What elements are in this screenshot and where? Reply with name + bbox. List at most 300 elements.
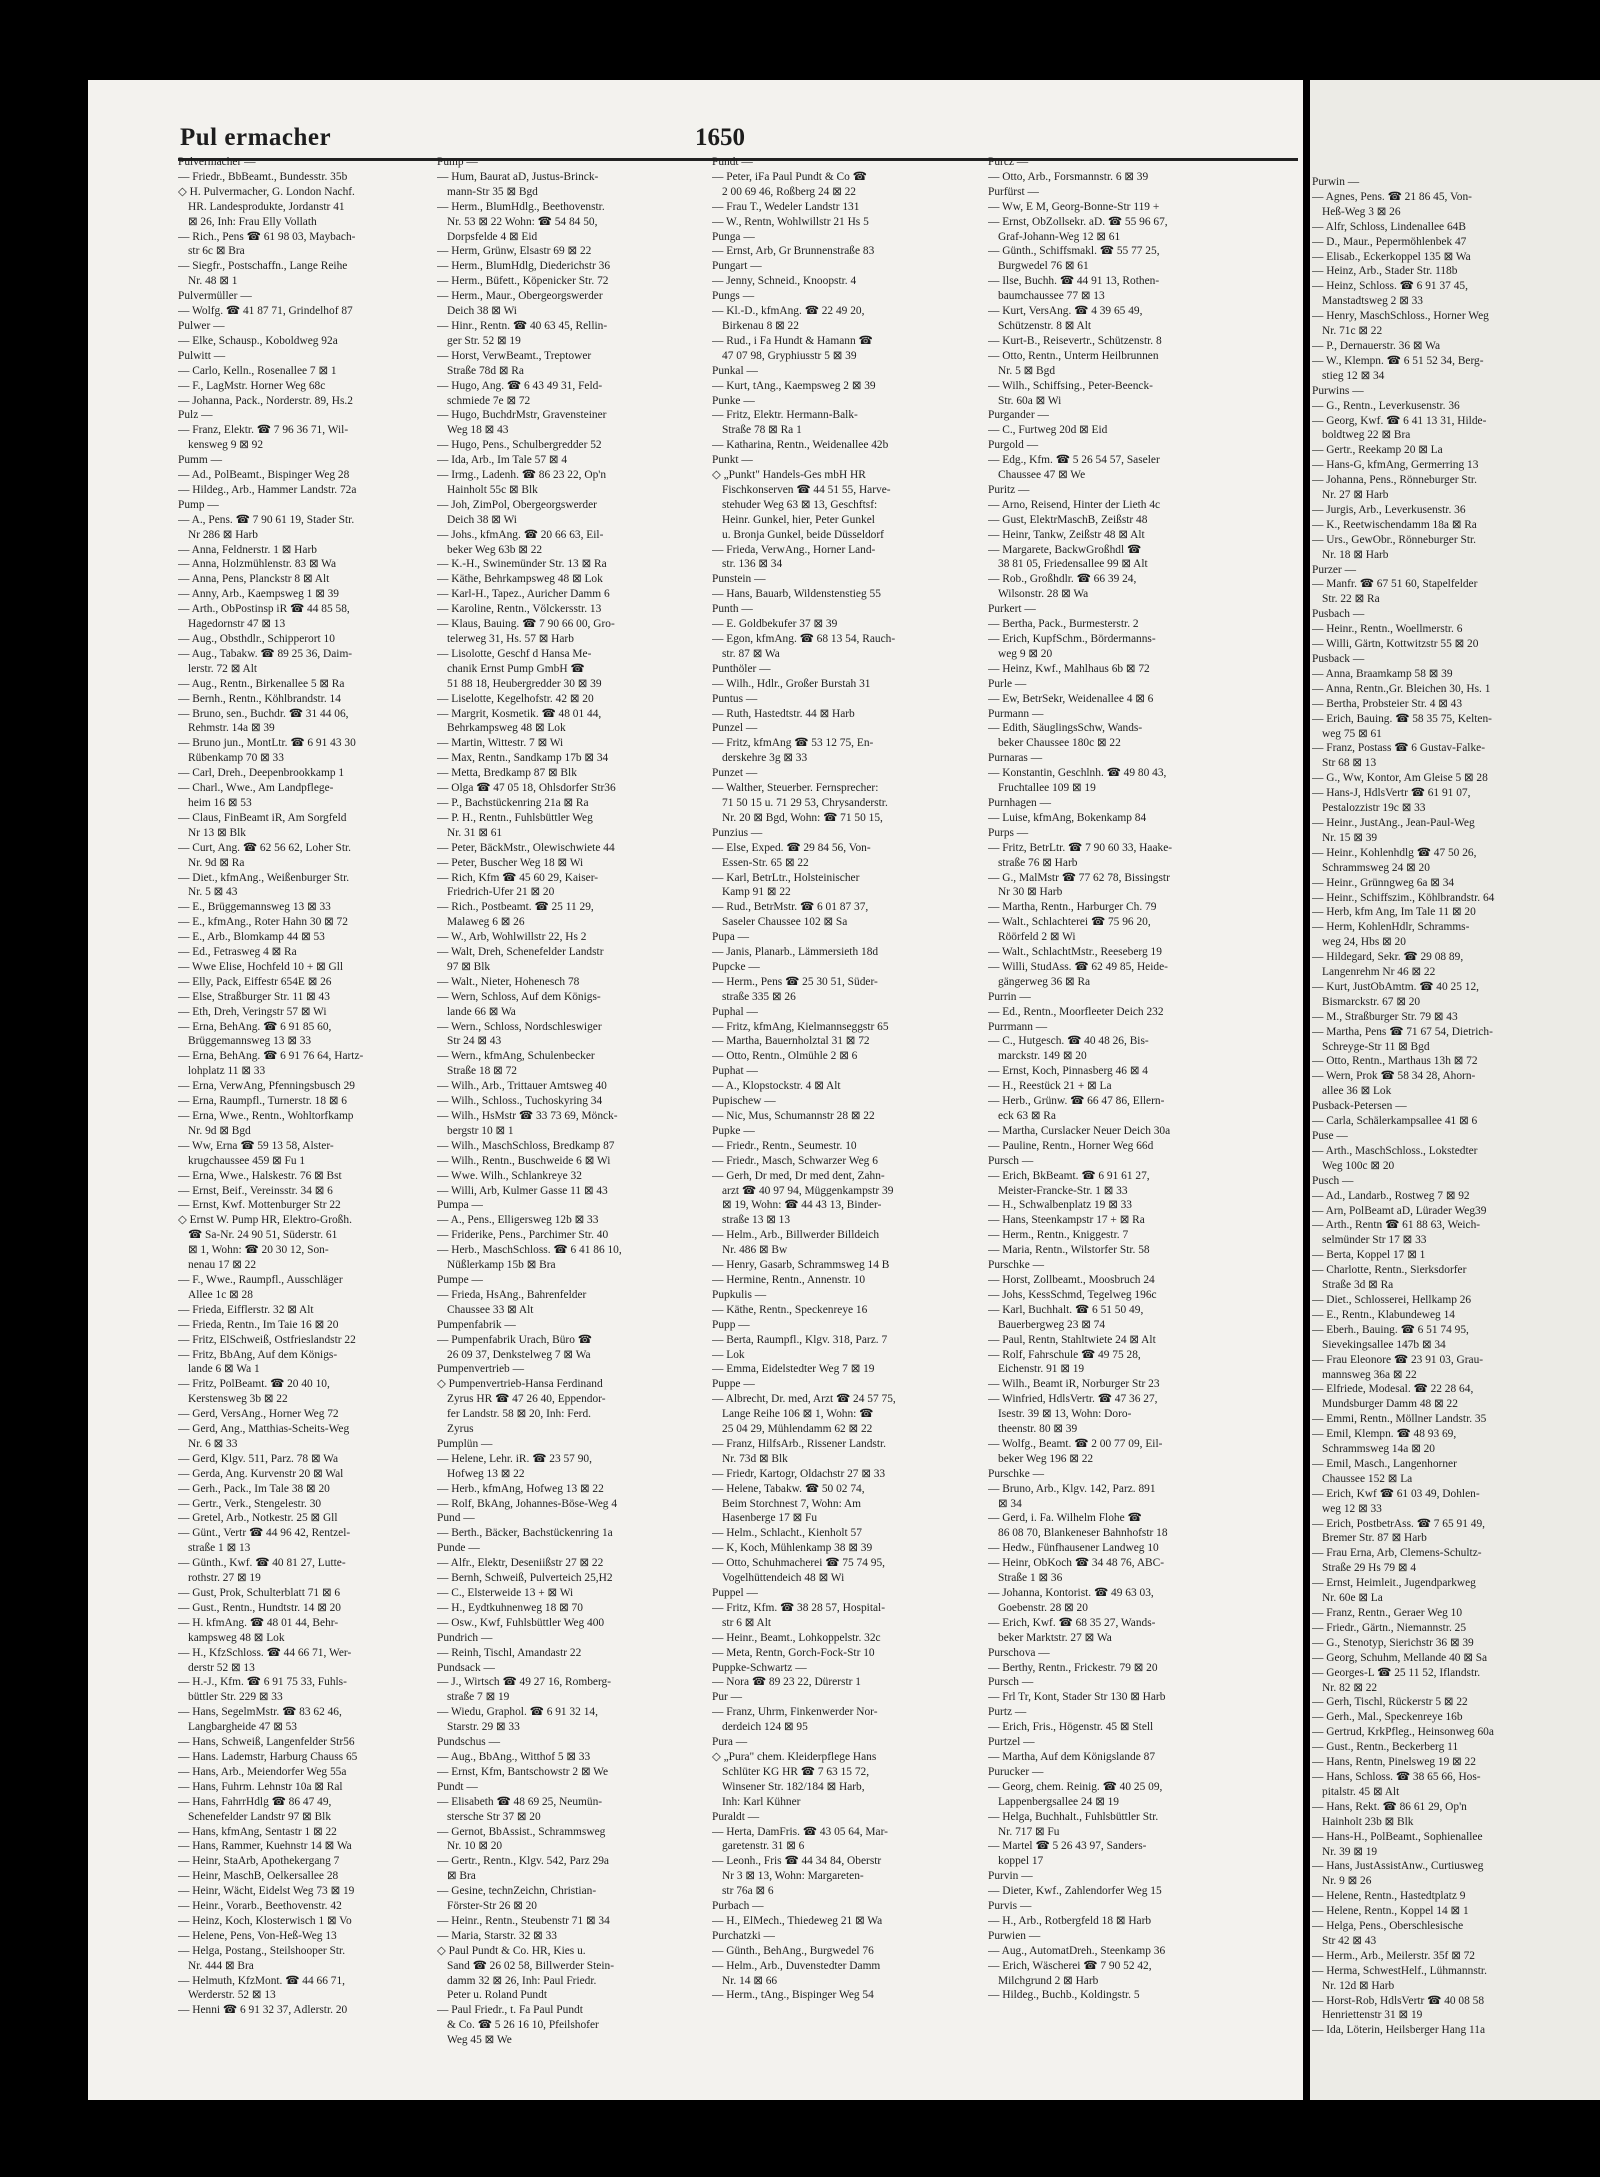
entry-line: — Martin, Wittestr. 7 ⊠ Wi	[437, 737, 564, 750]
entry-line: Hasenberge 17 ⊠ Fu	[722, 1512, 818, 1525]
entry-line: — Pauline, Rentn., Horner Weg 66d	[988, 1139, 1154, 1152]
entry-line: — Berta, Koppel 17 ⊠ 1	[1312, 1249, 1426, 1262]
surname-heading: Pursch —	[988, 1154, 1034, 1167]
entry-line: — Hildegard, Sekr. ☎ 29 08 89,	[1312, 951, 1464, 964]
surname-heading: Punde —	[437, 1542, 480, 1555]
entry-line: Werderstr. 52 ⊠ 13	[188, 1989, 276, 2002]
entry-line: — Günth., BehAng., Burgwedel 76	[712, 1944, 874, 1957]
entry-line: — H., Eydtkuhnenweg 18 ⊠ 70	[437, 1601, 583, 1614]
entry-line: ◇ „Pura" chem. Kleiderpflege Hans	[712, 1750, 877, 1763]
surname-heading: Pulwitt —	[178, 349, 226, 362]
entry-line: — Siegfr., Postschaffn., Lange Reihe	[178, 260, 348, 273]
entry-line: Nr. 15 ⊠ 39	[1322, 831, 1378, 844]
entry-line: — Hans, Schloss. ☎ 38 65 66, Hos-	[1312, 1770, 1481, 1783]
surname-heading: Purrin —	[988, 990, 1031, 1003]
entry-line: — Hans-J, HdlsVertr ☎ 61 91 07,	[1312, 787, 1471, 800]
entry-line: — Ed., Rentn., Moorfleeter Deich 232	[988, 1005, 1164, 1018]
entry-line: — Friedr., Gärtn., Niemannstr. 25	[1312, 1621, 1467, 1634]
entry-line: — Wern, Prok ☎ 58 34 28, Ahorn-	[1312, 1070, 1476, 1083]
entry-line: beker Weg 63b ⊠ 22	[447, 543, 543, 556]
entry-line: — Karl, BetrLtr., Holsteinischer	[712, 871, 860, 884]
entry-line: Nr 30 ⊠ Harb	[998, 886, 1063, 899]
entry-line: — Emmi, Rentn., Möllner Landstr. 35	[1312, 1413, 1487, 1426]
entry-line: — Peter, Buscher Weg 18 ⊠ Wi	[437, 856, 584, 869]
surname-heading: Punkt —	[712, 454, 753, 467]
entry-line: — Helene, Pens, Von-Heß-Weg 13	[178, 1929, 337, 1942]
entry-line: — Gerh., Pack., Im Tale 38 ⊠ 20	[178, 1482, 330, 1495]
entry-line: ◇ Paul Pundt & Co. HR, Kies u.	[437, 1944, 586, 1957]
entry-line: — Ww, E M, Georg-Bonne-Str 119 +	[988, 200, 1160, 213]
entry-line: chanik Ernst Pump GmbH ☎	[447, 662, 585, 675]
entry-line: Nr. 48 ⊠ 1	[188, 275, 238, 288]
entry-line: — Hans-H., PolBeamt., Sophienallee	[1312, 1830, 1483, 1843]
entry-line: — Walt., Nieter, Hohenesch 78	[437, 975, 580, 988]
entry-line: Nüßlerkamp 15b ⊠ Bra	[447, 1259, 556, 1272]
entry-line: — Arth., Rentn ☎ 61 88 63, Weich-	[1312, 1219, 1481, 1232]
entry-line: — A., Pens., Elligersweg 12b ⊠ 33	[437, 1214, 599, 1227]
entry-line: ◇ Pumpenvertrieb-Hansa Ferdinand	[437, 1378, 603, 1391]
entry-line: — H., KfzSchloss. ☎ 44 66 71, Wer-	[178, 1646, 352, 1659]
entry-line: selmünder Str 17 ⊠ 33	[1322, 1234, 1427, 1247]
entry-line: stehuder Weg 63 ⊠ 13, Geschftsf:	[722, 498, 878, 511]
entry-line: — C., Hutgesch. ☎ 40 48 26, Bis-	[988, 1035, 1149, 1048]
entry-line: — Bruno, Arb., Klgv. 142, Parz. 891	[988, 1482, 1156, 1495]
entry-line: Wilsonstr. 28 ⊠ Wa	[998, 588, 1089, 601]
entry-line: — Erna, Wwe., Rentn., Wohltorfkamp	[178, 1110, 354, 1122]
surname-heading: Pumpe —	[437, 1273, 483, 1286]
entry-line: Nr. 73d ⊠ Blk	[722, 1452, 788, 1465]
entry-line: Friedrich-Ufer 21 ⊠ 20	[447, 886, 555, 899]
entry-line: — Kurt, tAng., Kaempsweg 2 ⊠ 39	[712, 379, 876, 392]
entry-line: Isestr. 39 ⊠ 13, Wohn: Doro-	[998, 1408, 1132, 1421]
entry-line: — Käthe, Rentn., Speckenreye 16	[712, 1303, 868, 1316]
entry-line: — Karl-H., Tapez., Auricher Damm 6	[437, 588, 610, 601]
entry-line: — Berthy, Rentn., Frickestr. 79 ⊠ 20	[988, 1661, 1158, 1674]
entry-line: Str. 22 ⊠ Ra	[1322, 593, 1380, 606]
entry-line: — Herb., kfmAng, Hofweg 13 ⊠ 22	[437, 1482, 604, 1495]
entry-line: Förster-Str 26 ⊠ 20	[447, 1900, 537, 1913]
entry-line: — Henry, Gasarb, Schrammsweg 14 B	[712, 1259, 890, 1272]
entry-line: — Walther, Steuerber. Fernsprecher:	[712, 782, 879, 795]
entry-line: — H., Schwalbenplatz 19 ⊠ 33	[988, 1199, 1132, 1212]
entry-line: — Johanna, Kontorist. ☎ 49 63 03,	[988, 1587, 1154, 1599]
entry-line: telerweg 31, Hs. 57 ⊠ Harb	[447, 633, 574, 645]
surname-heading: Punstein —	[712, 573, 766, 586]
entry-line: — Heinr, Tankw, Zeißstr 48 ⊠ Alt	[988, 528, 1145, 541]
surname-heading: Pungs —	[712, 290, 755, 303]
entry-line: fer Landstr. 58 ⊠ 20, Inh: Ferd.	[447, 1408, 591, 1421]
entry-line: — Georges-L ☎ 25 11 52, Iflandstr.	[1312, 1666, 1481, 1679]
entry-line: — Hans, Arb., Meiendorfer Weg 55a	[178, 1765, 347, 1778]
entry-line: Straße 29 Hs 79 ⊠ 4	[1322, 1562, 1417, 1575]
entry-line: — Henry, MaschSchloss., Horner Weg	[1312, 310, 1489, 323]
entry-line: — Fritz, BbAng, Auf dem Königs-	[178, 1348, 338, 1361]
entry-line: ⊠ Bra	[447, 1870, 476, 1883]
entry-line: — Claus, FinBeamt iR, Am Sorgfeld	[178, 811, 347, 824]
entry-line: Nr 286 ⊠ Harb	[188, 528, 258, 541]
surname-heading: Purucker —	[988, 1765, 1044, 1778]
entry-line: — Walt., Schlachterei ☎ 75 96 20,	[988, 916, 1151, 929]
entry-line: — P., Dernauerstr. 36 ⊠ Wa	[1312, 339, 1440, 352]
surname-heading: Puntus —	[712, 692, 758, 705]
entry-line: lande 66 ⊠ Wa	[447, 1005, 516, 1018]
page-header	[180, 124, 1375, 150]
entry-line: — Edith, SäuglingsSchw, Wands-	[988, 722, 1143, 735]
entry-line: — Herb., MaschSchloss. ☎ 6 41 86 10,	[437, 1244, 622, 1257]
entry-line: — Martha, Pens ☎ 71 67 54, Dietrich-	[1312, 1025, 1493, 1038]
entry-line: lohplatz 11 ⊠ 33	[188, 1065, 266, 1078]
entry-line: — Charlotte, Rentn., Sierksdorfer	[1312, 1264, 1467, 1277]
entry-line: 25 04 29, Mühlendamm 62 ⊠ 22	[722, 1423, 873, 1436]
entry-line: — Georg, Schuhm, Mellande 40 ⊠ Sa	[1312, 1651, 1488, 1664]
entry-line: straße 1 ⊠ 13	[188, 1542, 251, 1555]
entry-line: — Max, Rentn., Sandkamp 17b ⊠ 34	[437, 752, 609, 765]
surname-heading: Purschke —	[988, 1467, 1044, 1480]
entry-line: damm 32 ⊠ 26, Inh: Paul Friedr.	[447, 1974, 597, 1987]
entry-line: — Helga, Postang., Steilshooper Str.	[178, 1944, 346, 1957]
entry-line: — Wiedu, Graphol. ☎ 6 91 32 14,	[437, 1706, 598, 1719]
entry-line: — Bertha, Probsteier Str. 4 ⊠ 43	[1312, 697, 1463, 710]
entry-line: — Osw., Kwf, Fuhlsbüttler Weg 400	[437, 1616, 605, 1629]
entry-line: Saseler Chaussee 102 ⊠ Sa	[722, 916, 848, 929]
entry-line: — Carlo, Kelln., Rosenallee 7 ⊠ 1	[178, 364, 337, 377]
entry-line: — Ew, BetrSekr, Weidenallee 4 ⊠ 6	[988, 692, 1154, 705]
entry-line: — Winfried, HdlsVertr. ☎ 47 36 27,	[988, 1393, 1158, 1406]
entry-line: — Helm., Arb., Billwerder Billdeich	[712, 1229, 880, 1242]
entry-line: — Frau Erna, Arb, Clemens-Schultz-	[1312, 1547, 1482, 1560]
entry-line: — Martha, Auf dem Königslande 87	[988, 1750, 1156, 1763]
entry-line: — H. kfmAng. ☎ 48 01 44, Behr-	[178, 1616, 339, 1629]
entry-line: — Erna, Raumpfl., Turnerstr. 18 ⊠ 6	[178, 1095, 348, 1108]
entry-line: weg 12 ⊠ 33	[1322, 1502, 1382, 1515]
entry-line: — Ida, Arb., Im Tale 57 ⊠ 4	[437, 454, 568, 467]
surname-heading: Purschova —	[988, 1646, 1050, 1659]
surname-heading: Purvin —	[988, 1870, 1033, 1883]
surname-heading: Pura —	[712, 1736, 748, 1749]
surname-heading: Punzel —	[712, 722, 758, 735]
entry-line: — Diet., Schlosserei, Hellkamp 26	[1312, 1293, 1472, 1306]
entry-line: — Jenny, Schneid., Knoopstr. 4	[712, 275, 857, 288]
entry-line: — Gerh., Mal., Speckenreye 16b	[1312, 1711, 1463, 1724]
entry-line: — Kl.-D., kfmAng. ☎ 22 49 20,	[712, 305, 865, 318]
surname-heading: Pursch —	[988, 1676, 1034, 1689]
entry-line: — Berth., Bäcker, Bachstückenring 1a	[437, 1527, 613, 1540]
entry-line: — Anna, Feldnerstr. 1 ⊠ Harb	[178, 543, 317, 556]
entry-line: — Martel ☎ 5 26 43 97, Sanders-	[988, 1840, 1147, 1853]
entry-line: Behrkampsweg 48 ⊠ Lok	[447, 722, 566, 735]
surname-heading: Purwien —	[988, 1929, 1041, 1942]
entry-line: Hofweg 13 ⊠ 22	[447, 1467, 525, 1480]
entry-line: 38 81 05, Friedensallee 99 ⊠ Alt	[998, 558, 1148, 571]
entry-line: Nr. 6 ⊠ 33	[188, 1437, 238, 1450]
entry-line: Zyrus	[447, 1423, 474, 1436]
entry-line: — Herm., BlumHdlg, Diederichstr 36	[437, 260, 611, 273]
entry-line: — K., Reetwischendamm 18a ⊠ Ra	[1312, 518, 1477, 531]
entry-line: — Otto, Rentn., Unterm Heilbrunnen	[988, 349, 1159, 362]
surname-heading: Puppke-Schwartz —	[712, 1661, 807, 1674]
entry-line: Nr. 71c ⊠ 22	[1322, 325, 1383, 338]
surname-heading: Pupa —	[712, 931, 750, 944]
entry-line: bergstr 10 ⊠ 1	[447, 1124, 514, 1137]
entry-line: — Martha, Curslacker Neuer Deich 30a	[988, 1124, 1171, 1137]
entry-line: Nr. 5 ⊠ 43	[188, 886, 238, 899]
entry-line: Nr. 9d ⊠ Bgd	[188, 1124, 251, 1137]
surname-heading: Purwin —	[1312, 176, 1360, 188]
entry-line: — Hans. Lademstr, Harburg Chauss 65	[178, 1750, 358, 1763]
entry-line: — Rich., Postbeamt. ☎ 25 11 29,	[437, 901, 594, 914]
entry-line: — Diet., kfmAng., Weißenburger Str.	[178, 871, 350, 884]
entry-line: Nr. 20 ⊠ Bgd, Wohn: ☎ 71 50 15,	[722, 811, 883, 824]
entry-line: — Anna, Rentn.,Gr. Bleichen 30, Hs. 1	[1312, 682, 1491, 695]
entry-line: — Frieda, HsAng., Bahrenfelder	[437, 1288, 587, 1301]
entry-line: Henriettenstr 31 ⊠ 19	[1322, 2009, 1423, 2022]
surname-heading: Purbach —	[712, 1900, 764, 1913]
surname-heading: Pusch —	[1312, 1174, 1354, 1187]
entry-line: — Erich, BkBeamt. ☎ 6 91 61 27,	[988, 1169, 1150, 1182]
surname-heading: Purfürst —	[988, 185, 1039, 198]
surname-heading: Puphat —	[712, 1065, 758, 1078]
entry-line: — Emma, Eidelstedter Weg 7 ⊠ 19	[712, 1363, 875, 1376]
entry-line: rothstr. 27 ⊠ 19	[188, 1572, 261, 1585]
entry-line: beker Weg 196 ⊠ 22	[998, 1452, 1094, 1465]
entry-line: Hainholt 23b ⊠ Blk	[1322, 1815, 1414, 1828]
entry-line: heim 16 ⊠ 53	[188, 796, 252, 809]
entry-line: theenstr. 80 ⊠ 39	[998, 1423, 1078, 1436]
entry-line: — Bruno jun., MontLtr. ☎ 6 91 43 30	[178, 737, 356, 750]
entry-line: Lappenbergsallee 24 ⊠ 19	[998, 1795, 1119, 1808]
entry-line: — Wilh., MaschSchloss, Bredkamp 87	[437, 1139, 615, 1152]
entry-line: — H., Reestück 21 + ⊠ La	[988, 1080, 1112, 1093]
entry-line: — Kurt, JustObAmtm. ☎ 40 25 12,	[1312, 980, 1480, 993]
entry-line: Nr. 53 ⊠ 22 Wohn: ☎ 54 84 50,	[447, 215, 598, 228]
entry-line: — Hum, Baurat aD, Justus-Brinck-	[437, 170, 599, 183]
entry-line: — Albrecht, Dr. med, Arzt ☎ 24 57 75,	[712, 1393, 896, 1406]
entry-line: — Ernst, Kfm, Bantschowstr 2 ⊠ We	[437, 1765, 609, 1778]
entry-line: — Arth., MaschSchloss., Lokstedter	[1312, 1144, 1478, 1157]
entry-line: Hagedornstr 47 ⊠ 13	[188, 618, 286, 631]
entry-line: — Erich, Kwf. ☎ 68 35 27, Wands-	[988, 1616, 1156, 1629]
entry-line: — Charl., Wwe., Am Landpflege-	[178, 782, 334, 795]
entry-line: Essen-Str. 65 ⊠ 22	[722, 856, 809, 869]
entry-line: beker Marktstr. 27 ⊠ Wa	[998, 1631, 1112, 1644]
entry-line: — Johanna, Pack., Norderstr. 89, Hs.2	[178, 394, 353, 407]
entry-line: — Gertr., Rentn., Klgv. 542, Parz 29a	[437, 1855, 609, 1868]
entry-line: Sand ☎ 26 02 58, Billwerder Stein-	[447, 1959, 614, 1972]
page-number: 1650	[695, 124, 745, 151]
entry-line: boldtweg 22 ⊠ Bra	[1322, 429, 1411, 442]
entry-line: — Elisab., Eckerkoppel 135 ⊠ Wa	[1312, 250, 1471, 263]
entry-line: — Hans, Steenkampstr 17 + ⊠ Ra	[988, 1214, 1145, 1227]
entry-line: schmiede 7e ⊠ 72	[447, 394, 531, 407]
surname-heading: Pulvermüller —	[178, 290, 252, 303]
entry-line: — Friderike, Pens., Parchimer Str. 40	[437, 1229, 609, 1242]
entry-line: — Herm., Büfett., Köpenicker Str. 72	[437, 275, 609, 288]
entry-line: koppel 17	[998, 1855, 1044, 1868]
entry-line: — A., Klopstockstr. 4 ⊠ Alt	[712, 1080, 841, 1093]
entry-line: kampsweg 48 ⊠ Lok	[188, 1631, 285, 1644]
entry-line: — Franz, Uhrm, Finkenwerder Nor-	[712, 1706, 878, 1719]
entry-line: — H.-J., Kfm. ☎ 6 91 75 33, Fuhls-	[178, 1676, 347, 1689]
entry-line: — Otto, Rentn., Olmühle 2 ⊠ 6	[712, 1050, 858, 1063]
surname-heading: Pupke —	[712, 1124, 755, 1137]
entry-line: — Meta, Rentn, Gorch-Fock-Str 10	[712, 1646, 875, 1659]
entry-line: Nr 13 ⊠ Blk	[188, 826, 246, 839]
surname-heading: Puse —	[1312, 1130, 1348, 1142]
entry-line: — Erich, Wäscherei ☎ 7 90 52 42,	[988, 1959, 1152, 1972]
entry-line: — Hans, Schweiß, Langenfelder Str56	[178, 1736, 355, 1749]
entry-line: — Wern, Schloss, Auf dem Königs-	[437, 990, 601, 1003]
entry-line: — Egon, kfmAng. ☎ 68 13 54, Rauch-	[712, 633, 896, 645]
entry-line: — Hans, Fuhrm. Lehnstr 10a ⊠ Ral	[178, 1780, 343, 1793]
entry-line: Nr 3 ⊠ 13, Wohn: Margareten-	[722, 1870, 864, 1883]
entry-line: — Erich, Kwf ☎ 61 03 49, Dohlen-	[1312, 1487, 1480, 1500]
entry-line: — Peter, iFa Paul Pundt & Co ☎	[712, 170, 867, 183]
entry-line: kensweg 9 ⊠ 92	[188, 439, 264, 452]
entry-line: — Reinh, Tischl, Amandastr 22	[437, 1646, 582, 1659]
entry-line: — Franz, HilfsArb., Rissener Landstr.	[712, 1437, 886, 1450]
entry-line: — Anna, Pens, Planckstr 8 ⊠ Alt	[178, 573, 330, 586]
entry-line: Bismarckstr. 67 ⊠ 20	[1322, 995, 1421, 1008]
surname-heading: Purrmann —	[988, 1020, 1048, 1033]
entry-line: — Erna, Wwe., Halskestr. 76 ⊠ Bst	[178, 1169, 342, 1182]
entry-line: mann-Str 35 ⊠ Bgd	[447, 185, 538, 198]
entry-line: — Gust, ElektrMaschB, Zeißstr 48	[988, 513, 1148, 526]
entry-line: — Nora ☎ 89 23 22, Dürerstr 1	[712, 1676, 861, 1689]
entry-line: — Anna, Braamkamp 58 ⊠ 39	[1312, 667, 1453, 680]
entry-line: Dorpsfelde 4 ⊠ Eid	[447, 230, 538, 243]
entry-line: — Martha, Bauernholztal 31 ⊠ 72	[712, 1035, 870, 1048]
entry-line: Eichenstr. 91 ⊠ 19	[998, 1363, 1085, 1376]
entry-line: Deich 38 ⊠ Wi	[447, 305, 517, 318]
entry-line: — Else, Exped. ☎ 29 84 56, Von-	[712, 841, 871, 854]
surname-heading: Pupp —	[712, 1318, 750, 1331]
entry-line: — Herm., BlumHdlg., Beethovenstr.	[437, 200, 605, 213]
entry-line: Lange Reihe 106 ⊠ 1, Wohn: ☎	[722, 1408, 874, 1421]
entry-line: 71 50 15 u. 71 29 53, Chrysanderstr.	[722, 796, 888, 809]
entry-line: — E., Brüggemannsweg 13 ⊠ 33	[178, 901, 331, 914]
entry-line: Str 68 ⊠ 13	[1322, 757, 1377, 770]
entry-line: — Metta, Bredkamp 87 ⊠ Blk	[437, 767, 577, 780]
entry-line: — Elfriede, Modesal. ☎ 22 28 64,	[1312, 1383, 1474, 1396]
entry-line: stieg 12 ⊠ 34	[1322, 369, 1385, 382]
entry-line: — Erna, VerwAng, Pfenningsbusch 29	[178, 1080, 355, 1093]
entry-line: — G., Rentn., Leverkusenstr. 36	[1312, 399, 1460, 412]
entry-line: ⊠ 19, Wohn: ☎ 44 43 13, Binder-	[722, 1199, 882, 1212]
entry-line: — Gerd, i. Fa. Wilhelm Flohe ☎	[988, 1512, 1142, 1525]
surname-heading: Punth —	[712, 603, 753, 616]
entry-line: Beim Storchnest 7, Wohn: Am	[722, 1497, 862, 1510]
entry-line: Nr. 27 ⊠ Harb	[1322, 489, 1389, 502]
entry-line: — Kurt, VersAng. ☎ 4 39 65 49,	[988, 305, 1143, 318]
entry-line: — Konstantin, Geschlnh. ☎ 49 80 43,	[988, 767, 1167, 780]
entry-line: — W., Arb, Wohlwillstr 22, Hs 2	[437, 931, 587, 944]
entry-line: Schrammsweg 24 ⊠ 20	[1322, 861, 1430, 874]
entry-line: — Fritz, Kfm. ☎ 38 28 57, Hospital-	[712, 1601, 886, 1614]
entry-line: — Paul Friedr., t. Fa Paul Pundt	[437, 2004, 583, 2017]
entry-line: — Herm., tAng., Bispinger Weg 54	[712, 1989, 874, 2002]
entry-line: Heinr. Gunkel, hier, Peter Gunkel	[722, 513, 875, 526]
entry-line: — Helga, Pens., Oberschlesische	[1312, 1920, 1464, 1933]
entry-line: — Wwe Elise, Hochfeld 10 + ⊠ Gll	[178, 960, 344, 973]
entry-line: — Herb., Grünw. ☎ 66 47 86, Ellern-	[988, 1095, 1165, 1108]
surname-heading: Pundt —	[437, 1780, 478, 1793]
entry-line: — Elly, Pack, Eiffestr 654E ⊠ 26	[178, 975, 332, 988]
entry-line: — Gernot, BbAssist., Schrammsweg	[437, 1825, 606, 1838]
entry-line: Nr. 31 ⊠ 61	[447, 826, 503, 839]
surname-heading: Pusback-Petersen —	[1312, 1100, 1407, 1113]
entry-line: & Co. ☎ 5 26 16 10, Pfeilshofer	[447, 2019, 599, 2032]
entry-line: — Margrit, Kosmetik. ☎ 48 01 44,	[437, 707, 602, 720]
entry-line: — Henni ☎ 6 91 32 37, Adlerstr. 20	[178, 2004, 348, 2017]
entry-line: — Friedr., Rentn., Seumestr. 10	[712, 1139, 857, 1152]
entry-line: HR. Landesprodukte, Jordanstr 41	[188, 200, 345, 213]
entry-line: Starstr. 29 ⊠ 33	[447, 1721, 520, 1734]
entry-line: — Rud., BetrMstr. ☎ 6 01 87 37,	[712, 901, 869, 914]
entry-line: — Lok	[712, 1348, 745, 1361]
entry-line: — Günth., Schiffsmakl. ☎ 55 77 25,	[988, 245, 1160, 258]
surname-heading: Punga —	[712, 230, 755, 243]
entry-line: — Elisabeth ☎ 48 69 25, Neumün-	[437, 1795, 603, 1808]
entry-line: — Edg., Kfm. ☎ 5 26 54 57, Saseler	[988, 454, 1160, 467]
entry-line: — Herm., Rentn., Kniggestr. 7	[988, 1229, 1129, 1242]
surname-heading: Pupischew —	[712, 1095, 776, 1108]
entry-line: — M., Straßburger Str. 79 ⊠ 43	[1312, 1010, 1458, 1023]
entry-line: beker Chaussee 180c ⊠ 22	[998, 737, 1121, 750]
entry-line: — Heinz, Schloss. ☎ 6 91 37 45,	[1312, 280, 1468, 293]
surname-heading: Purnhagen —	[988, 796, 1051, 809]
entry-line: — E., Rentn., Klabundeweg 14	[1312, 1308, 1455, 1321]
entry-line: Schlüter KG HR ☎ 7 63 15 72,	[722, 1765, 870, 1778]
entry-line: straße 335 ⊠ 26	[722, 990, 796, 1003]
entry-line: — Wilh., Schiffsing., Peter-Beenck-	[988, 379, 1153, 392]
entry-line: — Georg, Kwf. ☎ 6 41 13 31, Hilde-	[1312, 414, 1487, 427]
entry-line: — E., kfmAng., Roter Hahn 30 ⊠ 72	[178, 916, 348, 929]
entry-line: — F., Wwe., Raumpfl., Ausschläger	[178, 1273, 343, 1286]
entry-line: — Heinr., JustAng., Jean-Paul-Weg	[1312, 816, 1475, 829]
entry-line: — Herm, KohlenHdlr, Schramms-	[1312, 921, 1470, 934]
entry-line: weg 24, Hbs ⊠ 20	[1322, 936, 1406, 949]
entry-line: Schenefelder Landstr 97 ⊠ Blk	[188, 1810, 332, 1823]
entry-line: Weg 18 ⊠ 43	[447, 424, 509, 437]
column-1	[178, 155, 416, 2018]
surname-heading: Puritz —	[988, 483, 1030, 496]
entry-line: — Anna, Holzmühlenstr. 83 ⊠ Wa	[178, 558, 337, 571]
entry-line: — Wilh., Arb., Trittauer Amtsweg 40	[437, 1080, 607, 1093]
entry-line: Schützenstr. 8 ⊠ Alt	[998, 319, 1092, 332]
entry-line: garetenstr. 31 ⊠ 6	[722, 1840, 805, 1853]
entry-line: — P., Bachstückenring 21a ⊠ Ra	[437, 796, 589, 809]
entry-line: — Erna, BehAng. ☎ 6 91 85 60,	[178, 1020, 332, 1033]
surname-heading: Purgander —	[988, 409, 1049, 422]
surname-heading: Pund —	[437, 1512, 475, 1525]
entry-line: 86 08 70, Blankeneser Bahnhofstr 18	[998, 1527, 1168, 1540]
entry-line: — Ilse, Buchh. ☎ 44 91 13, Rothen-	[988, 275, 1160, 288]
surname-heading: Pulwer —	[178, 319, 225, 332]
entry-line: mannsweg 36a ⊠ 22	[1322, 1368, 1417, 1381]
entry-line: Brüggemannsweg 13 ⊠ 33	[188, 1035, 312, 1048]
entry-line: — Luise, kfmAng, Bokenkamp 84	[988, 811, 1147, 824]
surname-heading: Pumpenfabrik —	[437, 1318, 516, 1331]
entry-line: Birkenau 8 ⊠ 22	[722, 319, 799, 332]
entry-line: Heß-Weg 3 ⊠ 26	[1322, 205, 1401, 218]
entry-line: — Horst, VerwBeamt., Treptower	[437, 349, 592, 362]
surname-heading: Puraldt —	[712, 1810, 760, 1823]
entry-line: — Fritz, ElSchweiß, Ostfrieslandstr 22	[178, 1333, 356, 1346]
entry-line: — Rob., Großhdlr. ☎ 66 39 24,	[988, 573, 1137, 586]
entry-line: — Wolfg. ☎ 41 87 71, Grindelhof 87	[178, 305, 353, 318]
entry-line: Peter u. Roland Pundt	[447, 1989, 547, 2002]
entry-line: — Herta, DamFris. ☎ 43 05 64, Mar-	[712, 1825, 888, 1838]
